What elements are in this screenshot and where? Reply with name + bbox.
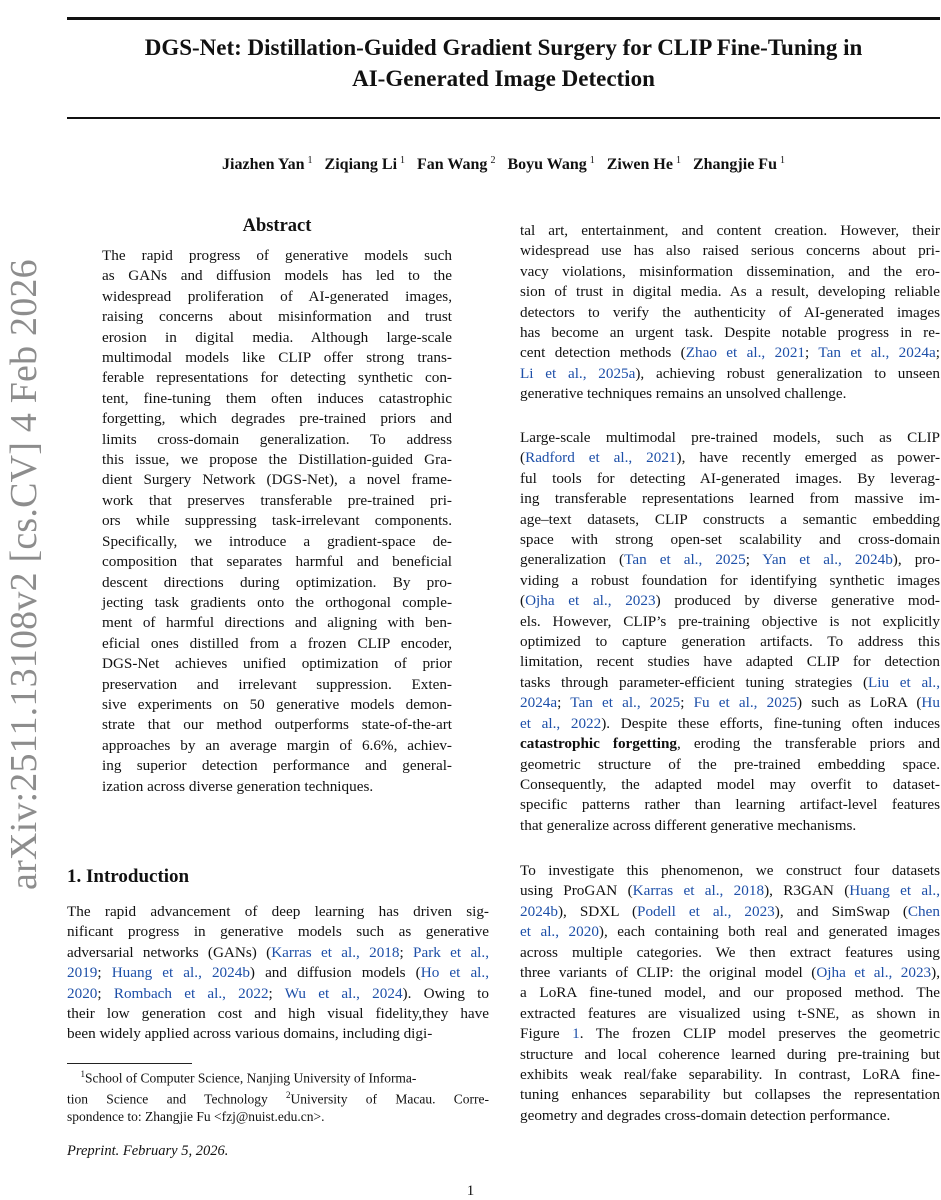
text-line	[102, 756, 452, 776]
text-segment: this issue, we propose the Distillation-guided Gra-	[102, 451, 452, 469]
author-name: Jiazhen Yan	[222, 156, 305, 174]
text-segment: ;	[97, 984, 114, 1002]
citation-link[interactable]: Tan et al., 2025	[570, 694, 681, 712]
text-segment: approaches by an average margin of 6.6%, achiev-	[102, 736, 452, 754]
text-line	[520, 881, 940, 901]
text-line	[67, 1004, 489, 1024]
text-line	[520, 775, 940, 795]
page-number: 1	[466, 1183, 475, 1199]
text-segment: els. However, CLIP’s pre-training objective is not explicitly	[520, 612, 940, 630]
text-segment: ;	[680, 694, 694, 712]
paper-title	[67, 32, 940, 94]
text-segment: detectors to verify the authenticity of AI-generated images	[520, 303, 940, 321]
text-line	[102, 675, 452, 695]
text-segment: DGS-Net achieves unified optimization of prior	[102, 655, 452, 673]
text-segment: geometric structure of the pre-trained embedding space.	[520, 755, 940, 773]
text-segment: extracted features are visualized using t-SNE, as shown in	[520, 1004, 940, 1022]
text-segment: (	[520, 592, 526, 610]
text-segment: sion of trust in digital media. As a result, developing reliable	[520, 283, 940, 301]
text-line	[520, 221, 940, 241]
text-line	[102, 430, 452, 450]
text-line	[520, 469, 940, 489]
text-segment: ), pro-	[892, 551, 940, 569]
citation-link[interactable]: Podell et al., 2023	[637, 902, 775, 920]
text-segment: using ProGAN (	[520, 882, 633, 900]
text-segment: specific patterns rather than learning artifact-level features	[520, 796, 940, 814]
text-segment: ), and SimSwap (	[774, 902, 908, 920]
text-line	[520, 489, 940, 509]
text-line	[520, 734, 940, 754]
text-segment: Figure	[520, 1025, 573, 1043]
text-line	[67, 963, 489, 983]
arxiv-identifier-stamp: arXiv:2511.13108v2 [cs.CV] 4 Feb 2026	[3, 259, 45, 890]
author-affiliation-mark: 1	[779, 155, 785, 166]
text-segment: preservation and irrelevant suppression. Exten-	[102, 675, 452, 693]
citation-link[interactable]: Karras et al., 2018	[271, 943, 400, 961]
author-affiliation-mark: 1	[675, 155, 681, 166]
text-segment: To investigate this phenomenon, we construct four datasets	[520, 862, 940, 879]
author-affiliation-mark: 1	[307, 155, 313, 166]
text-segment: ;	[745, 551, 763, 569]
text-line	[102, 470, 452, 490]
author-name: Ziqiang Li	[324, 156, 398, 174]
citation-link[interactable]: 2020	[67, 984, 98, 1002]
text-segment: age–text datasets, CLIP constructs a semantic embedding	[520, 510, 940, 528]
text-segment: limitation, recent studies have adapted CLIP for detection	[520, 653, 940, 671]
text-line	[102, 532, 452, 552]
text-segment: ),	[931, 964, 940, 982]
clip-paragraph	[520, 428, 940, 836]
text-line	[520, 673, 940, 693]
author	[507, 156, 594, 173]
text-segment: ), achieving robust generalization to unseen	[635, 364, 940, 382]
citation-link[interactable]: Ojha et al., 2023	[525, 592, 656, 610]
author-name: Ziwen He	[606, 156, 673, 174]
text-segment: viding a robust foundation for identifying synthetic images	[520, 571, 940, 589]
text-segment: ). Owing to	[402, 984, 489, 1002]
text-line	[520, 714, 940, 734]
citation-link[interactable]: Yan et al., 2024b	[762, 551, 893, 569]
text-segment: The rapid progress of generative models such	[102, 247, 452, 264]
text-segment: tuning enhances separability but collapses the representation	[520, 1086, 940, 1104]
text-line	[520, 983, 940, 1003]
citation-link[interactable]: 1	[572, 1025, 580, 1043]
investigation-paragraph	[520, 861, 940, 1126]
citation-link[interactable]: 2024a	[520, 694, 558, 712]
affiliation-footnote	[67, 1066, 489, 1126]
text-segment: erosion in digital media. Although large-scale	[102, 328, 452, 346]
text-segment: . The frozen CLIP model preserves the geometric	[579, 1025, 940, 1043]
text-segment: widespread use has also raised serious concerns about pri-	[520, 242, 940, 260]
text-line	[520, 1106, 940, 1126]
text-line	[520, 1024, 940, 1044]
footnote-sup-1: 1	[80, 1069, 85, 1079]
author-affiliation-mark: 2	[490, 155, 496, 166]
text-segment: as GANs and diffusion models has led to the	[102, 267, 452, 285]
text-line	[520, 755, 940, 775]
text-segment: been widely applied across various domains, including digi-	[67, 1025, 433, 1043]
text-segment: Consequently, the adapted model may overfit to dataset-	[520, 775, 940, 793]
text-segment: has become an urgent task. Despite notable progress in re-	[520, 324, 940, 342]
text-segment: structure and local coherence learned during pre-training but	[520, 1045, 940, 1063]
citation-link[interactable]: 2024b	[520, 902, 558, 920]
abstract-heading: Abstract	[242, 216, 312, 236]
text-line	[102, 613, 452, 633]
text-segment: adversarial networks (GANs) (	[67, 943, 272, 961]
text-line	[520, 550, 940, 570]
text-line	[520, 591, 940, 611]
text-segment: three variants of CLIP: the original model (	[520, 964, 817, 982]
citation-link[interactable]: Wu et al., 2024	[284, 984, 403, 1002]
citation-link[interactable]: Karras et al., 2018	[632, 882, 765, 900]
citation-link[interactable]: Huang et al., 2024b	[111, 964, 250, 982]
text-line	[102, 634, 452, 654]
text-line	[102, 491, 452, 511]
text-segment: ors while suppressing task-irrelevant components.	[102, 512, 452, 530]
text-segment: ), SDXL (	[557, 902, 638, 920]
text-line	[520, 612, 940, 632]
text-segment: generalization (	[520, 551, 625, 569]
text-segment: ;	[399, 943, 414, 961]
author	[325, 156, 405, 173]
text-segment: descent directions during optimization. By pro-	[102, 573, 452, 591]
text-line	[520, 303, 940, 323]
text-segment: multimodal models like CLIP offer strong trans-	[102, 349, 452, 367]
text-segment: widespread proliferation of AI-generated images,	[102, 287, 452, 305]
text-segment: ful tools for detecting AI-generated images. By leverag-	[520, 469, 940, 487]
text-segment: ization across diverse generation techniques.	[102, 777, 374, 795]
author	[693, 156, 785, 173]
text-segment: composition that separates harmful and beneficial	[102, 553, 452, 571]
citation-link[interactable]: et al., 2022	[520, 714, 602, 732]
text-segment: that generalize across different generative mechanisms.	[520, 816, 857, 834]
text-segment: ;	[97, 964, 112, 982]
text-line	[67, 943, 489, 963]
text-segment: ;	[805, 344, 819, 362]
text-line	[67, 984, 489, 1004]
text-line	[520, 1004, 940, 1024]
footnote-line-1	[67, 1066, 489, 1087]
text-line	[67, 1024, 489, 1044]
text-segment: their low generation cost and high visual fidelity,they have	[67, 1005, 489, 1023]
introduction-heading: 1. Introduction	[67, 866, 190, 887]
author	[607, 156, 681, 173]
text-line	[520, 816, 940, 836]
citation-link[interactable]: Tan et al., 2025	[624, 551, 746, 569]
citation-link[interactable]: Li et al., 2025a	[520, 364, 636, 382]
text-segment: forgetting, which degrades pre-trained priors and	[102, 410, 452, 428]
emphasis-text: catastrophic forgetting	[520, 735, 678, 753]
text-line	[520, 262, 940, 282]
text-line	[102, 573, 452, 593]
text-line	[102, 266, 452, 286]
text-line	[520, 530, 940, 550]
text-line	[520, 943, 940, 963]
introduction-paragraph	[67, 902, 489, 1045]
footnote-text-2a: tion Science and Technology	[67, 1091, 286, 1107]
text-line	[102, 715, 452, 735]
text-line	[102, 695, 452, 715]
text-line	[102, 348, 452, 368]
text-line	[102, 511, 452, 531]
text-line	[520, 1045, 940, 1065]
text-line	[520, 428, 940, 448]
citation-link[interactable]: Fu et al., 2025	[693, 694, 798, 712]
footnote-text-1: School of Computer Science, Nanjing University of Informa-	[85, 1070, 417, 1086]
author-name: Fan Wang	[417, 156, 488, 174]
text-segment: The rapid advancement of deep learning has driven sig-	[67, 903, 489, 920]
text-segment: ) and diffusion models (	[249, 964, 421, 982]
text-line	[520, 384, 940, 404]
text-segment: ), each containing both real and generated images	[598, 923, 941, 941]
text-line	[102, 328, 452, 348]
citation-link[interactable]: et al., 2020	[520, 923, 599, 941]
text-segment: ;	[935, 344, 940, 362]
text-segment: exhibits weak real/fake separability. In contrast, LoRA fine-	[520, 1066, 940, 1084]
text-line	[102, 307, 452, 327]
text-segment: ferable representations for detecting synthetic con-	[102, 369, 452, 387]
author-name: Boyu Wang	[507, 156, 587, 174]
text-line	[102, 368, 452, 388]
introduction-paragraph-continued	[520, 221, 940, 405]
text-line	[102, 409, 452, 429]
text-segment: dient Surgery Network (DGS-Net), a novel frame-	[102, 471, 452, 489]
text-segment: vacy violations, misinformation dissemination, and the ero-	[520, 262, 940, 280]
text-segment: (	[520, 449, 526, 467]
text-segment: , eroding the transferable priors and	[677, 735, 940, 753]
text-segment: a LoRA fine-tuned model, and our proposed method. The	[520, 984, 940, 1002]
text-line	[520, 571, 940, 591]
citation-link[interactable]: Rombach et al., 2022	[113, 984, 269, 1002]
text-segment: tent, fine-tuning them often induces catastrophic	[102, 389, 452, 407]
text-line	[102, 736, 452, 756]
text-segment: ing superior detection performance and general-	[102, 757, 452, 775]
footnote-rule	[67, 1063, 192, 1064]
author-affiliation-mark: 1	[589, 155, 595, 166]
text-line	[520, 510, 940, 530]
text-line	[520, 963, 940, 983]
citation-link[interactable]: Chen	[907, 902, 940, 920]
text-line	[520, 323, 940, 343]
footnote-line-3: spondence to: Zhangjie Fu <fzj@nuist.edu.cn>.	[67, 1109, 325, 1124]
text-line	[520, 795, 940, 815]
text-line	[102, 777, 452, 797]
text-line	[102, 450, 452, 470]
text-segment: tal art, entertainment, and content creation. However, their	[520, 222, 940, 239]
text-line	[520, 902, 940, 922]
text-line	[102, 287, 452, 307]
text-segment: sive experiments on 50 generative models demon-	[102, 695, 452, 713]
citation-link[interactable]: Ho et al.,	[420, 964, 489, 982]
text-segment: ) such as LoRA (	[797, 694, 922, 712]
text-line	[67, 902, 489, 922]
text-segment: Specifically, we introduce a gradient-space de-	[102, 532, 452, 550]
citation-link[interactable]: Hu	[921, 694, 940, 712]
text-segment: work that preserves transferable pre-trained pri-	[102, 491, 452, 509]
author	[417, 156, 495, 173]
preprint-notice: Preprint. February 5, 2026.	[67, 1143, 229, 1159]
text-line	[102, 552, 452, 572]
text-segment: across multiple categories. We then extract features using	[520, 943, 940, 961]
text-segment: tasks through parameter-efficient tuning strategies (	[520, 673, 869, 691]
text-line	[102, 593, 452, 613]
footnote-text-2b: University of Macau. Corre-	[290, 1091, 490, 1107]
text-segment: ), have recently emerged as power-	[676, 449, 940, 467]
citation-link[interactable]: Zhao et al., 2021	[685, 344, 806, 362]
top-rule	[67, 17, 940, 20]
citation-link[interactable]: Radford et al., 2021	[525, 449, 677, 467]
text-line	[520, 241, 940, 261]
text-segment: limits cross-domain generalization. To address	[102, 430, 452, 448]
text-line	[520, 364, 940, 384]
text-segment: space with strong open-set scalability and cross-domain	[520, 531, 940, 549]
text-line	[67, 922, 489, 942]
text-line	[520, 652, 940, 672]
author	[222, 156, 313, 173]
citation-link[interactable]: Ojha et al., 2023	[816, 964, 932, 982]
text-segment: ing transferable representations learned from massive im-	[520, 490, 940, 508]
text-line	[520, 448, 940, 468]
citation-link[interactable]: Huang et al.,	[849, 882, 940, 900]
text-segment: ;	[557, 694, 571, 712]
text-segment: nificant progress in generative models such as generative	[67, 923, 489, 941]
title-line-1: DGS-Net: Distillation-Guided Gradient Surgery for CLIP Fine-Tuning in	[144, 35, 863, 60]
citation-link[interactable]: 2019	[67, 964, 98, 982]
title-bottom-rule	[67, 117, 940, 119]
text-segment: generative techniques remains an unsolved challenge.	[520, 385, 847, 403]
text-segment: jecting task gradients onto the orthogonal comple-	[102, 593, 452, 611]
text-segment: ) produced by diverse generative mod-	[655, 592, 940, 610]
text-segment: eficial ones distilled from a frozen CLIP encoder,	[102, 634, 452, 652]
title-line-2: AI-Generated Image Detection	[352, 66, 655, 91]
citation-link[interactable]: Tan et al., 2024a	[818, 344, 936, 362]
citation-link[interactable]: Park et al.,	[413, 943, 489, 961]
text-segment: ment of harmful directions and aligning with ben-	[102, 614, 452, 632]
footnote-sup-2: 2	[286, 1090, 291, 1100]
text-segment: ;	[268, 984, 285, 1002]
abstract-body	[102, 246, 452, 797]
text-line	[520, 343, 940, 363]
text-segment: geometry and degrades cross-domain detection performance.	[520, 1106, 891, 1124]
text-segment: optimized to capture generation artifacts. To address this	[520, 633, 940, 651]
author-affiliation-mark: 1	[400, 155, 406, 166]
author-list	[67, 155, 940, 174]
text-segment: ). Despite these efforts, fine-tuning often induces	[601, 714, 940, 732]
text-line	[102, 389, 452, 409]
text-line	[520, 922, 940, 942]
text-line	[520, 1085, 940, 1105]
text-line	[520, 282, 940, 302]
text-segment: cent detection methods (	[520, 344, 686, 362]
text-line	[520, 861, 940, 881]
author-name: Zhangjie Fu	[692, 156, 777, 174]
text-segment: strate that our method outperforms state-of-the-art	[102, 716, 452, 734]
text-line	[520, 693, 940, 713]
text-segment: Large-scale multimodal pre-trained models, such as CLIP	[520, 429, 940, 446]
text-segment: raising concerns about misinformation and trust	[102, 308, 452, 326]
text-line	[102, 654, 452, 674]
text-line	[102, 246, 452, 266]
text-line	[520, 1065, 940, 1085]
text-line	[520, 632, 940, 652]
footnote-line-2	[67, 1087, 489, 1108]
text-segment: ), R3GAN (	[764, 882, 850, 900]
citation-link[interactable]: Liu et al.,	[868, 673, 940, 691]
